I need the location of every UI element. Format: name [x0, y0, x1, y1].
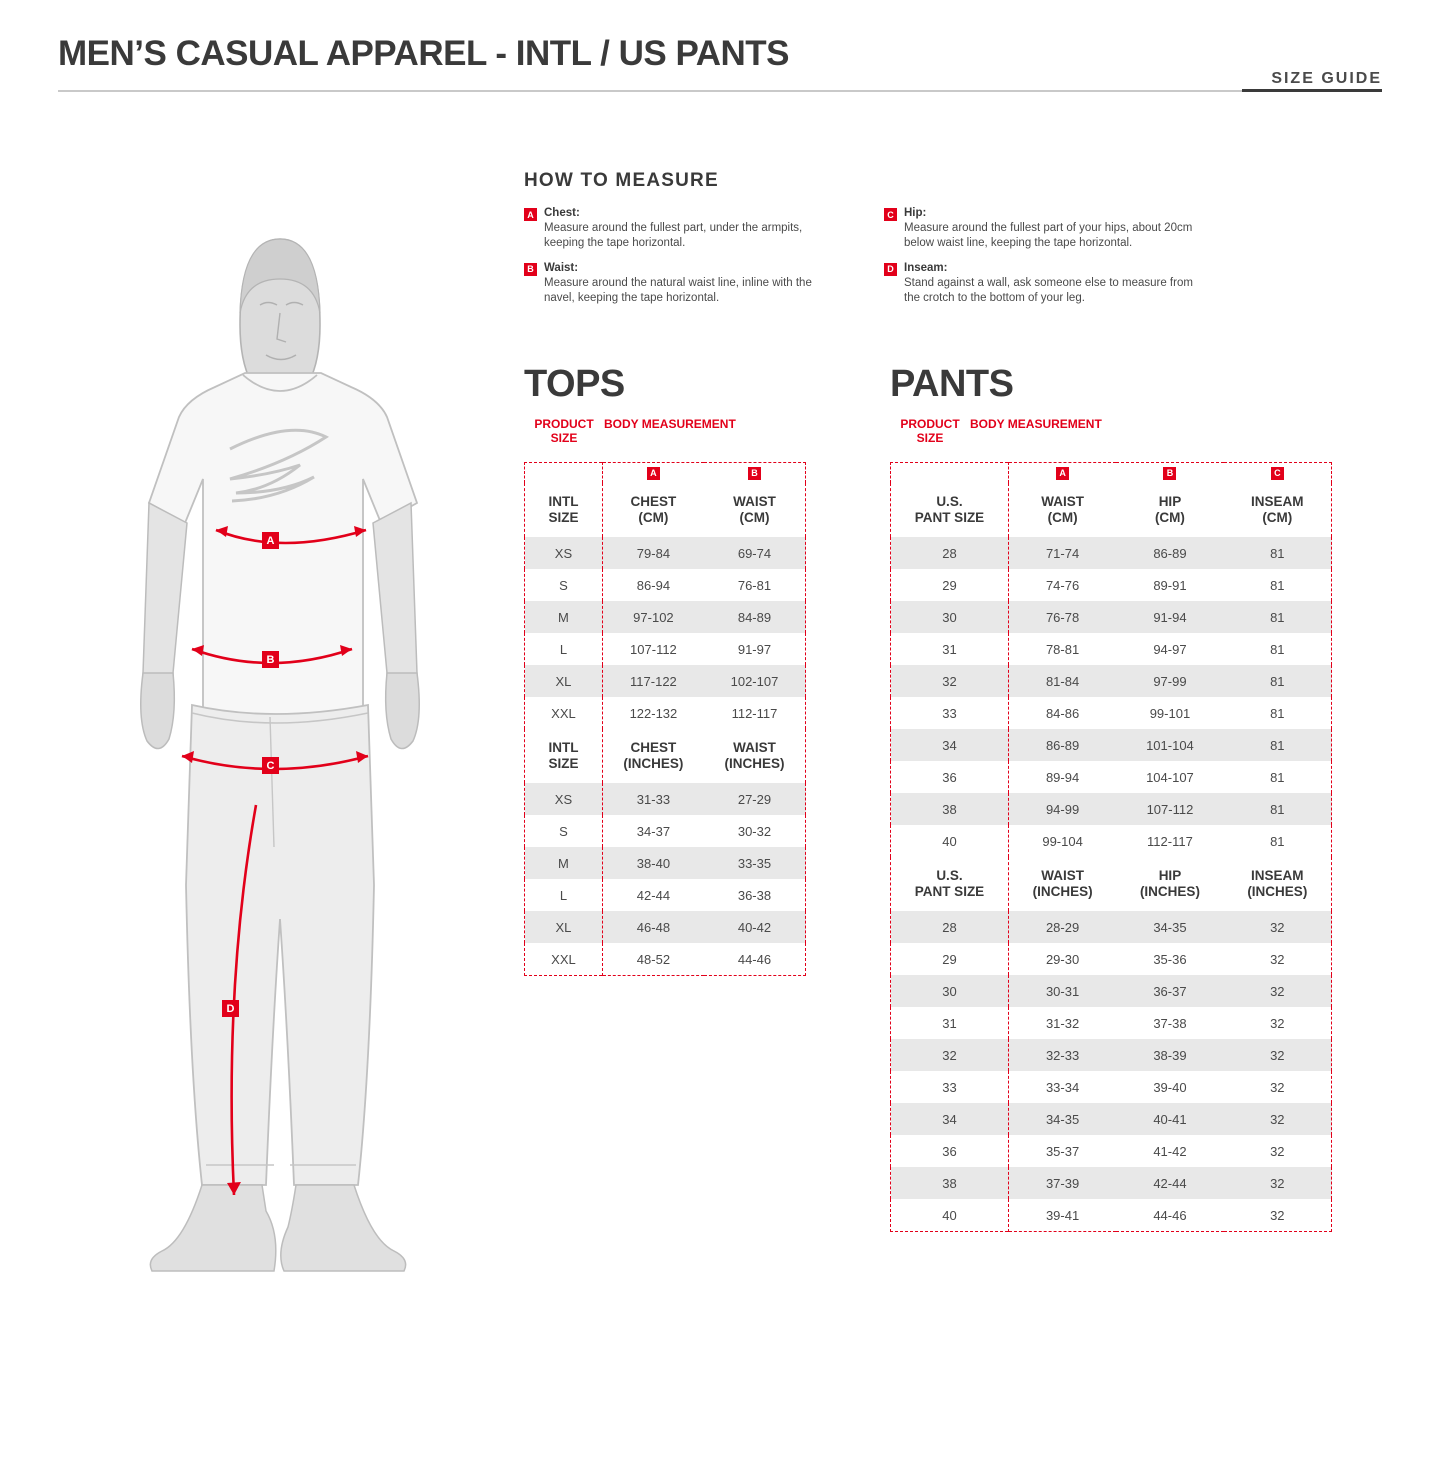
tops-in-r4-c2: 40-42: [704, 911, 806, 943]
pants-cm-r1-c0: 29: [891, 569, 1009, 601]
pants-in-r3-c0: 31: [891, 1007, 1009, 1039]
pants-in-r6-c3: 32: [1224, 1103, 1332, 1135]
pants-cm-r0-c3: 81: [1224, 537, 1332, 569]
pants-cm-r0-c2: 86-89: [1116, 537, 1223, 569]
tops-cm-r1-c0: S: [525, 569, 603, 601]
table-row: [891, 1103, 1332, 1135]
table-row: [891, 911, 1332, 943]
table-row: [891, 943, 1332, 975]
pants-in-r9-c3: 32: [1270, 1207, 1285, 1223]
pants-header-in-0: U.S. PANT SIZE: [891, 857, 1009, 911]
header-divider: [58, 90, 1382, 92]
tops-badge-b-icon: [704, 463, 806, 484]
badge-b-glyph: B: [1163, 467, 1176, 480]
pants-cm-r4-c2: 97-99: [1116, 665, 1223, 697]
pants-badge-spacer: [891, 463, 1009, 484]
pants-in-r1-c3: 32: [1270, 951, 1285, 967]
badge-c-glyph: C: [1271, 467, 1284, 480]
table-row: [525, 847, 806, 879]
table-row: [891, 569, 1332, 601]
pants-in-r4-c0: 32: [891, 1039, 1009, 1071]
pants-cm-r6-c1: 86-89: [1008, 729, 1116, 761]
pants-in-r8-c1: 37-39: [1008, 1167, 1116, 1199]
pants-in-r8-c3: 32: [1224, 1167, 1332, 1199]
tops-in-r3-c0: L: [525, 879, 603, 911]
table-row: [891, 1007, 1332, 1039]
table-row: [525, 601, 806, 633]
tops-in-r1-c0: S: [525, 815, 603, 847]
tops-header-cm-1: CHEST (CM): [602, 483, 704, 537]
pants-cm-r4-c0: 32: [891, 665, 1009, 697]
tops-in-r1-c2: 30-32: [737, 823, 772, 839]
pants-cm-r2-c1: 76-78: [1008, 601, 1116, 633]
pants-header-cm-1: WAIST (CM): [1008, 483, 1116, 537]
how-to-item-hip-text: Measure around the fullest part of your hips, about 20cm below waist line, keeping the tape horizontal.: [904, 222, 1193, 250]
pants-cm-r3-c3: 81: [1270, 641, 1285, 657]
pants-cm-r7-c3: 81: [1270, 769, 1285, 785]
how-to-item-hip: [884, 206, 1204, 252]
pants-header-row-in: [891, 857, 1332, 911]
table-row: [891, 975, 1332, 1007]
tops-in-r4-c0: XL: [525, 911, 603, 943]
pants-in-r9-c2: 44-46: [1153, 1207, 1187, 1223]
table-row: [525, 633, 806, 665]
table-row: [891, 825, 1332, 857]
pants-cm-r9-c2: 112-117: [1147, 833, 1193, 849]
tops-header-in-1: CHEST (INCHES): [602, 729, 704, 783]
pants-cm-r2-c3: 81: [1224, 601, 1332, 633]
pants-in-r3-c1: 31-32: [1045, 1015, 1080, 1031]
pants-cm-r0-c1: 71-74: [1008, 537, 1116, 569]
pants-in-r2-c3: 32: [1224, 975, 1332, 1007]
pants-in-r7-c1: 35-37: [1045, 1143, 1080, 1159]
table-row: [891, 761, 1332, 793]
pants-cm-r5-c3: 81: [1270, 705, 1285, 721]
tops-header-row-in: [525, 729, 806, 783]
pants-in-r7-c3: 32: [1270, 1143, 1285, 1159]
pants-cm-r9-c1: 99-104: [1042, 833, 1083, 849]
pants-cm-r4-c1: 81-84: [1008, 665, 1116, 697]
tops-in-r3-c1: 42-44: [636, 887, 671, 903]
how-to-item-chest-label: Chest:: [544, 207, 580, 219]
pants-cm-r6-c0: 34: [891, 729, 1009, 761]
pants-in-r0-c3: 32: [1224, 911, 1332, 943]
how-to-measure-title: HOW TO MEASURE: [524, 170, 719, 191]
tops-in-r1-c1: 34-37: [636, 823, 671, 839]
pants-cm-r6-c3: 81: [1224, 729, 1332, 761]
pants-cm-r1-c3: 81: [1270, 577, 1285, 593]
tops-cm-r4-c2: 102-107: [704, 665, 806, 697]
pants-cm-r8-c2: 107-112: [1116, 793, 1223, 825]
tops-cm-r1-c1: 86-94: [636, 577, 671, 593]
pants-header-row-cm: [891, 483, 1332, 537]
pants-header-in-2: HIP (INCHES): [1116, 857, 1223, 911]
pants-size-table: [890, 462, 1332, 1232]
pants-in-r6-c1: 34-35: [1008, 1103, 1116, 1135]
tops-in-r3-c2: 36-38: [737, 887, 772, 903]
pants-header-in-1: WAIST (INCHES): [1008, 857, 1116, 911]
badge-d-icon: D: [884, 263, 897, 276]
tops-header-in-2: WAIST (INCHES): [704, 729, 806, 783]
table-row: [891, 633, 1332, 665]
pants-cm-r8-c3: 81: [1224, 793, 1332, 825]
pants-badge-b-icon: [1116, 463, 1223, 484]
tops-cm-r0-c1: 79-84: [602, 537, 704, 569]
pants-in-r1-c1: 29-30: [1045, 951, 1080, 967]
tops-cm-r4-c0: XL: [525, 665, 603, 697]
table-row: [891, 793, 1332, 825]
table-row: [525, 569, 806, 601]
table-row: [891, 665, 1332, 697]
tops-in-r0-c2: 27-29: [704, 783, 806, 815]
badge-b-glyph: B: [748, 467, 761, 480]
badge-a-icon: A: [524, 208, 537, 221]
tops-badge-spacer: [525, 463, 603, 484]
tops-product-size-label: PRODUCT SIZE: [534, 417, 594, 446]
tops-header-in-0: INTL SIZE: [525, 729, 603, 783]
how-to-measure-column-right: [884, 206, 1204, 315]
table-row: [891, 1199, 1332, 1232]
pants-in-r2-c1: 30-31: [1008, 975, 1116, 1007]
tops-badge-a-icon: [602, 463, 704, 484]
tops-cm-r1-c2: 76-81: [737, 577, 772, 593]
pants-header-in-3: INSEAM (INCHES): [1224, 857, 1332, 911]
tops-in-r5-c1: 48-52: [636, 951, 671, 967]
pants-in-r5-c1: 33-34: [1045, 1079, 1080, 1095]
pants-header-cm-0: U.S. PANT SIZE: [891, 483, 1009, 537]
how-to-item-waist-text: Measure around the natural waist line, inline with the navel, keeping the tape horizontal.: [544, 276, 812, 304]
figure-label-a: A: [262, 532, 279, 549]
tops-cm-r4-c1: 117-122: [602, 665, 704, 697]
table-row: [525, 665, 806, 697]
how-to-measure-column-left: [524, 206, 844, 315]
how-to-item-waist-label: Waist:: [544, 261, 579, 274]
how-to-item-inseam-text: Stand against a wall, ask someone else to measure from the crotch to the bottom of your leg.: [904, 276, 1193, 304]
pants-cm-r7-c0: 36: [891, 761, 1009, 793]
tops-cm-r5-c0: XXL: [525, 697, 603, 729]
tops-cm-r5-c2: 112-117: [731, 705, 778, 721]
pants-in-r0-c2: 34-35: [1116, 911, 1223, 943]
pants-in-r5-c0: 33: [891, 1071, 1009, 1103]
tops-cm-r3-c2: 91-97: [737, 641, 772, 657]
pants-body-measurement-label: BODY MEASUREMENT: [970, 417, 1102, 431]
pants-cm-r4-c3: 81: [1224, 665, 1332, 697]
how-to-item-inseam: [884, 261, 1204, 307]
pants-in-r5-c3: 32: [1270, 1079, 1285, 1095]
pants-in-r3-c2: 37-38: [1153, 1015, 1187, 1031]
pants-cm-r5-c2: 99-101: [1149, 705, 1191, 721]
table-row: [525, 697, 806, 729]
how-to-item-chest-text: Measure around the fullest part, under the armpits, keeping the tape horizontal.: [544, 222, 803, 250]
how-to-item-waist: [524, 261, 844, 307]
pants-title: PANTS: [890, 363, 1014, 405]
pants-product-size-label: PRODUCT SIZE: [900, 417, 960, 446]
tops-cm-r0-c0: XS: [525, 537, 603, 569]
tops-in-r2-c0: M: [525, 847, 603, 879]
tops-cm-r2-c0: M: [525, 601, 603, 633]
table-row: [525, 815, 806, 847]
tops-cm-r3-c0: L: [525, 633, 603, 665]
figure-label-c: C: [262, 757, 279, 774]
pants-in-r5-c2: 39-40: [1153, 1079, 1187, 1095]
pants-in-r9-c0: 40: [891, 1199, 1009, 1232]
table-row: [525, 943, 806, 976]
pants-in-r1-c2: 35-36: [1153, 951, 1187, 967]
badge-a-glyph: A: [647, 467, 660, 480]
pants-in-r4-c2: 38-39: [1116, 1039, 1223, 1071]
pants-header-cm-2: HIP (CM): [1116, 483, 1223, 537]
pants-in-r4-c1: 32-33: [1008, 1039, 1116, 1071]
pants-cm-r3-c2: 94-97: [1153, 641, 1187, 657]
pants-badge-c-icon: [1224, 463, 1332, 484]
pants-in-r0-c1: 28-29: [1008, 911, 1116, 943]
pants-cm-r8-c1: 94-99: [1008, 793, 1116, 825]
pants-in-r8-c0: 38: [891, 1167, 1009, 1199]
table-row: [891, 1071, 1332, 1103]
pants-cm-r2-c0: 30: [891, 601, 1009, 633]
pants-in-r6-c0: 34: [891, 1103, 1009, 1135]
pants-cm-r6-c2: 101-104: [1116, 729, 1223, 761]
pants-in-r7-c0: 36: [891, 1135, 1009, 1167]
how-to-measure-section: [524, 170, 1224, 315]
pants-in-r2-c2: 36-37: [1116, 975, 1223, 1007]
pants-cm-r9-c3: 81: [1270, 833, 1285, 849]
table-row: [891, 537, 1332, 569]
how-to-item-chest: [524, 206, 844, 252]
pants-cm-r9-c0: 40: [891, 825, 1009, 857]
table-row: [891, 1167, 1332, 1199]
pants-in-r2-c0: 30: [891, 975, 1009, 1007]
how-to-item-hip-label: Hip:: [904, 207, 927, 219]
tops-section-heading: [524, 365, 736, 446]
badge-a-glyph: A: [1056, 467, 1069, 480]
table-row: [891, 697, 1332, 729]
body-measurement-figure: [110, 205, 450, 1305]
tops-cm-r3-c1: 107-112: [630, 641, 677, 657]
table-row: [525, 911, 806, 943]
tops-in-r2-c2: 33-35: [704, 847, 806, 879]
pants-in-r3-c3: 32: [1270, 1015, 1285, 1031]
figure-label-d: D: [222, 1000, 239, 1017]
page-title: MEN’S CASUAL APPAREL - INTL / US PANTS: [58, 34, 789, 73]
tops-body-measurement-label: BODY MEASUREMENT: [604, 417, 736, 431]
tops-header-cm-0: INTL SIZE: [525, 483, 603, 537]
tops-in-r5-c2: 44-46: [737, 951, 772, 967]
badge-c-icon: C: [884, 208, 897, 221]
tops-in-r2-c1: 38-40: [602, 847, 704, 879]
pants-cm-r7-c1: 89-94: [1045, 769, 1080, 785]
pants-cm-r2-c2: 91-94: [1116, 601, 1223, 633]
table-row: [891, 729, 1332, 761]
pants-in-r9-c1: 39-41: [1045, 1207, 1080, 1223]
pants-cm-r5-c0: 33: [891, 697, 1009, 729]
how-to-item-inseam-label: Inseam:: [904, 261, 948, 274]
pants-cm-r3-c1: 78-81: [1045, 641, 1080, 657]
figure-label-b: B: [262, 651, 279, 668]
tops-header-row-cm: [525, 483, 806, 537]
pants-cm-r3-c0: 31: [891, 633, 1009, 665]
tops-in-r4-c1: 46-48: [602, 911, 704, 943]
pants-cm-r1-c2: 89-91: [1153, 577, 1187, 593]
pants-cm-r0-c0: 28: [891, 537, 1009, 569]
tops-title: TOPS: [524, 363, 625, 405]
table-row: [891, 1135, 1332, 1167]
tops-cm-r2-c2: 84-89: [704, 601, 806, 633]
pants-badge-a-icon: [1008, 463, 1116, 484]
pants-in-r4-c3: 32: [1224, 1039, 1332, 1071]
table-row: [525, 537, 806, 569]
header-divider-accent: [1242, 89, 1382, 92]
pants-cm-r7-c2: 104-107: [1146, 769, 1194, 785]
pants-badge-row: [891, 463, 1332, 484]
pants-in-r1-c0: 29: [891, 943, 1009, 975]
pants-in-r0-c0: 28: [891, 911, 1009, 943]
badge-b-icon: B: [524, 263, 537, 276]
pants-in-r8-c2: 42-44: [1116, 1167, 1223, 1199]
table-row: [891, 601, 1332, 633]
pants-in-r6-c2: 40-41: [1116, 1103, 1223, 1135]
table-row: [525, 879, 806, 911]
table-row: [525, 783, 806, 815]
page-header: [58, 24, 1382, 94]
pants-section-heading: [890, 365, 1102, 446]
table-row: [891, 1039, 1332, 1071]
tops-cm-r2-c1: 97-102: [602, 601, 704, 633]
tops-cm-r5-c1: 122-132: [629, 705, 678, 721]
tops-size-table: [524, 462, 806, 976]
pants-cm-r1-c1: 74-76: [1045, 577, 1080, 593]
tops-in-r5-c0: XXL: [525, 943, 603, 976]
tops-badge-row: [525, 463, 806, 484]
tops-in-r0-c1: 31-33: [602, 783, 704, 815]
pants-cm-r5-c1: 84-86: [1045, 705, 1080, 721]
pants-header-cm-3: INSEAM (CM): [1224, 483, 1332, 537]
size-guide-label: SIZE GUIDE: [1271, 70, 1382, 87]
tops-cm-r0-c2: 69-74: [704, 537, 806, 569]
tops-header-cm-2: WAIST (CM): [704, 483, 806, 537]
tops-in-r0-c0: XS: [525, 783, 603, 815]
mannequin-illustration: [110, 205, 450, 1305]
pants-in-r7-c2: 41-42: [1153, 1143, 1187, 1159]
pants-cm-r8-c0: 38: [891, 793, 1009, 825]
